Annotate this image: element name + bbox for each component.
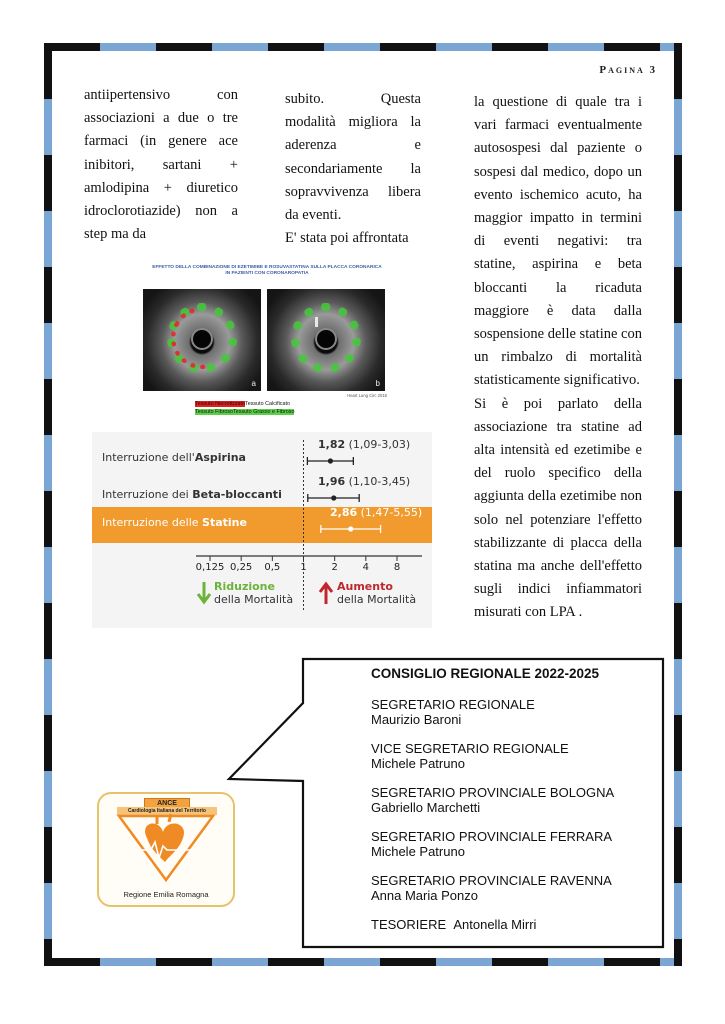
- council-entry: [371, 741, 661, 771]
- x-tick-label: 8: [393, 562, 401, 573]
- column-paragraph: antiipertensivo con associazioni a due o tre farmaci (in genere ace inibitori, sartani + amlodipina + diuretico idroclorotiazide) non a step ma da: [84, 87, 238, 243]
- council-list: [371, 666, 661, 946]
- council-role: SEGRETARIO PROVINCIALE BOLOGNA: [371, 785, 615, 800]
- x-tick-label: 2: [331, 562, 338, 573]
- ivus-caption: EFFETTO DELLA COMBINAZIONE DI EZETIMIBE E ROSUVASTATINA SULLA PLACCA CORONARICA IN PAZIENTI CON CORONAROPATIA: [152, 265, 382, 276]
- council-entry: [371, 697, 661, 727]
- column-paragraph: la questione di quale tra i vari farmaci eventualmente autosospesi dal paziente o sospesi dal medico, dopo un evento ischemico acuto, ha maggior impatto in termini di eventi negativi: tra statine, aspirina e beta bloccanti la ricaduta maggiore è data dalla sospensione delle statine con un rimbalzo di mortalità statisticamente significativo.: [474, 94, 642, 389]
- council-entry: [371, 785, 661, 815]
- council-entry: [371, 829, 661, 859]
- row-label: Interruzione dei Beta-bloccanti: [102, 488, 282, 501]
- logo-region: Regione Emilia Romagna: [123, 890, 209, 899]
- column-paragraph: subito. Questa modalità migliora la aderenza e secondariamente la sopravvivenza libera da eventi.: [285, 91, 421, 224]
- legend-calcified: Tessuto Calcificato: [245, 401, 290, 407]
- left-effect-label: Riduzione della Mortalità: [214, 580, 294, 606]
- page-number: Pagina 3: [599, 64, 657, 76]
- council-role: VICE SEGRETARIO REGIONALE: [371, 741, 569, 756]
- council-role: SEGRETARIO PROVINCIALE FERRARA: [371, 829, 613, 844]
- panel-label: a: [251, 379, 256, 388]
- council-member-name: Michele Patruno: [371, 844, 465, 859]
- council-entry-treasurer: [371, 917, 661, 932]
- council-role: TESORIERE: [371, 917, 447, 932]
- council-title: CONSIGLIO REGIONALE 2022-2025: [371, 666, 600, 681]
- council-member-name: Antonella Mirri: [453, 917, 537, 932]
- x-tick-label: 0,25: [230, 562, 253, 573]
- logo-acronym: ANCE: [144, 798, 190, 809]
- council-role: SEGRETARIO REGIONALE: [371, 697, 535, 712]
- ance-logo: [97, 792, 235, 907]
- estimate-label: 2,86 (1,47-5,55): [330, 506, 423, 519]
- row-label: Interruzione dell'Aspirina: [102, 451, 246, 464]
- council-member-name: Michele Patruno: [371, 756, 465, 771]
- council-entry: [371, 873, 661, 903]
- council-member-name: Gabriello Marchetti: [371, 800, 481, 815]
- x-tick-label: 0,125: [195, 562, 225, 573]
- panel-label: b: [375, 379, 380, 388]
- column-paragraph: Si è poi parlato della associazione tra statine ad alta intensità ed ezetimibe e del ruolo specifico della aggiunta della ezetimibe non solo nel potenziare l'effetto stabilizzante di placca della statina ma anche dell'effetto sugli indici infiammatori misurati con LPA .: [474, 395, 642, 621]
- x-tick-label: 0,5: [264, 562, 281, 573]
- column-paragraph: E' stata poi affrontata: [285, 230, 409, 247]
- council-member-name: Anna Maria Ponzo: [371, 888, 478, 903]
- council-role: SEGRETARIO PROVINCIALE RAVENNA: [371, 873, 612, 888]
- logo-subtitle: Cardiologia Italiana del Territorio: [117, 807, 217, 815]
- council-member-name: Maurizio Baroni: [371, 712, 462, 727]
- legend-necrotic: Tessuto Necrotizzato: [195, 401, 246, 407]
- row-label: Interruzione delle Statine: [102, 516, 247, 529]
- figure-citation: Heart Lung Circ 2016: [347, 393, 387, 398]
- estimate-label: 1,82 (1,09-3,03): [318, 438, 411, 451]
- x-tick-label: 1: [300, 562, 307, 573]
- right-effect-label: Aumento della Mortalità: [337, 580, 417, 606]
- legend-fibrous: Tessuto Fibroso: [195, 408, 234, 415]
- legend-fibrofatty: Tessuto Grasso e Fibroso: [233, 408, 295, 415]
- x-tick-label: 4: [362, 562, 370, 573]
- estimate-label: 1,96 (1,10-3,45): [318, 475, 411, 488]
